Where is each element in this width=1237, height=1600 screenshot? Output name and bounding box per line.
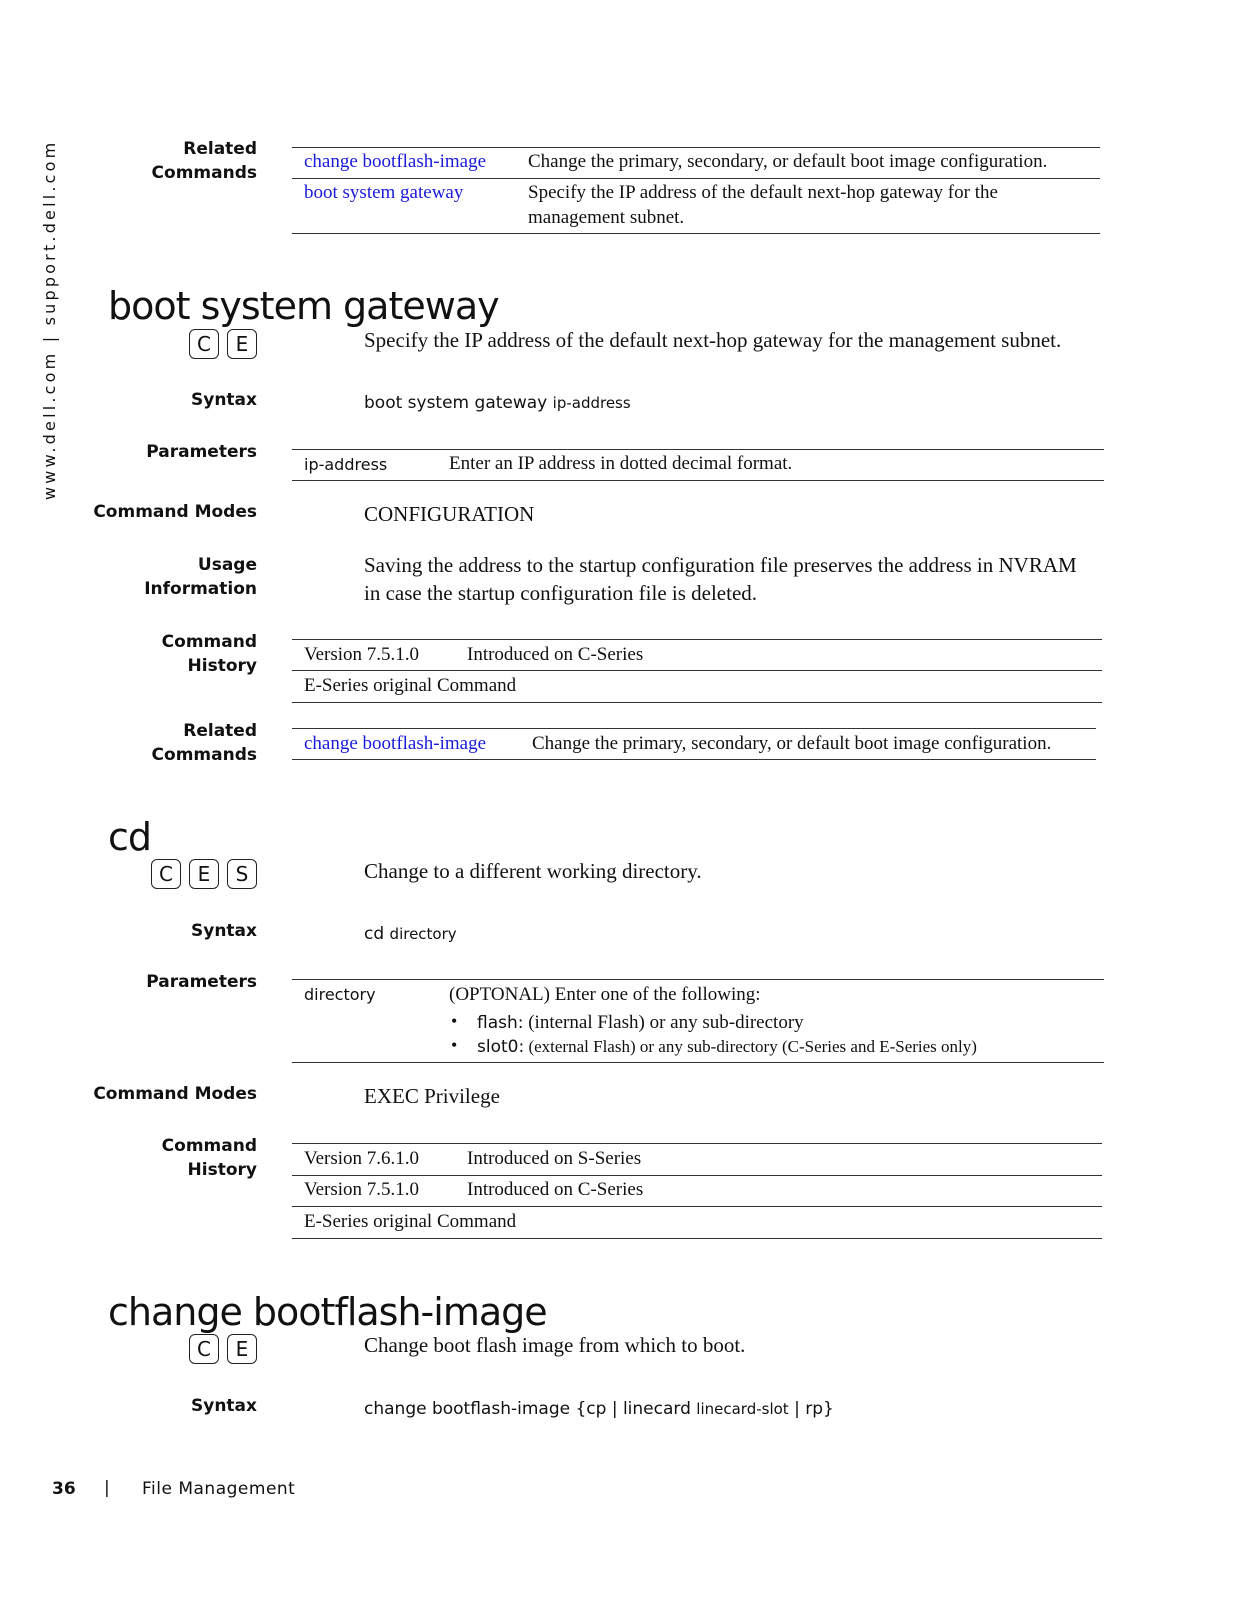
history-version: Version 7.5.1.0: [304, 1179, 420, 1200]
top-related-label: Related Commands: [151, 139, 257, 183]
command-modes-label: Command Modes: [93, 502, 257, 522]
page-number: 36: [52, 1479, 76, 1499]
table-rule: [292, 759, 1096, 760]
badge-e: E: [189, 859, 219, 889]
table-rule: [292, 1062, 1104, 1063]
parameters-label: Parameters: [146, 972, 257, 992]
syntax: cd directory: [364, 924, 457, 944]
command-modes: EXEC Privilege: [364, 1084, 500, 1108]
table-rule: [292, 1238, 1102, 1239]
history-version: E-Series original Command: [304, 1211, 517, 1232]
bullet-icon: •: [451, 1035, 458, 1055]
related-desc: Change the primary, secondary, or default boot image configuration.: [528, 151, 1048, 172]
table-rule: [292, 979, 1104, 980]
table-rule: [292, 728, 1096, 729]
table-rule: [292, 178, 1100, 179]
syntax: change bootflash-image {cp | linecard linecard-slot | rp}: [364, 1399, 834, 1419]
table-rule: [292, 233, 1100, 234]
history-version: E-Series original Command: [304, 675, 517, 696]
history-version: Version 7.5.1.0: [304, 644, 420, 665]
footer-separator: |: [104, 1478, 110, 1498]
bullet-icon: •: [451, 1011, 458, 1031]
sidebar-url: www.dell.com | support.dell.com: [40, 139, 59, 500]
history-desc: Introduced on S-Series: [467, 1148, 642, 1169]
table-rule: [292, 702, 1102, 703]
platform-badges: [151, 859, 257, 889]
section-description: Change boot flash image from which to boot.: [364, 1333, 746, 1357]
param-option: flash: (internal Flash) or any sub-directory: [477, 1012, 804, 1033]
link-change-bootflash-image[interactable]: change bootflash-image: [304, 733, 487, 754]
platform-badges: [189, 1334, 257, 1364]
history-version: Version 7.6.1.0: [304, 1148, 420, 1169]
history-label: Command History: [161, 1136, 257, 1180]
table-rule: [292, 1175, 1102, 1176]
section-title: change bootflash-image: [108, 1290, 547, 1334]
syntax-label: Syntax: [191, 1396, 257, 1416]
platform-badges: [189, 329, 257, 359]
table-rule: [292, 639, 1102, 640]
related-desc: Change the primary, secondary, or default boot image configuration.: [532, 733, 1052, 754]
section-description: Change to a different working directory.: [364, 859, 702, 883]
badge-c: C: [189, 329, 219, 359]
history-desc: Introduced on C-Series: [467, 1179, 644, 1200]
param-option: slot0: (external Flash) or any sub-directory (C-Series and E-Series only): [477, 1037, 977, 1057]
table-rule: [292, 480, 1104, 481]
history-desc: Introduced on C-Series: [467, 644, 644, 665]
history-label: Command History: [161, 632, 257, 676]
param-desc: (OPTONAL) Enter one of the following:: [449, 984, 761, 1005]
table-rule: [292, 670, 1102, 671]
command-modes-label: Command Modes: [93, 1084, 257, 1104]
usage-label: Usage Information: [144, 555, 257, 599]
related-label: Related Commands: [151, 721, 257, 765]
table-rule: [292, 147, 1100, 148]
section-title: boot system gateway: [108, 284, 499, 328]
link-boot-system-gateway[interactable]: boot system gateway: [304, 182, 464, 203]
param-desc: Enter an IP address in dotted decimal format.: [449, 453, 793, 474]
section-title: cd: [108, 815, 152, 859]
usage-information: Saving the address to the startup configuration file preserves the address in NVRAM in case the startup configuration file is deleted.: [364, 553, 1077, 605]
badge-e: E: [227, 1334, 257, 1364]
param-name: directory: [304, 985, 376, 1004]
section-description: Specify the IP address of the default next-hop gateway for the management subnet.: [364, 328, 1062, 352]
parameters-label: Parameters: [146, 442, 257, 462]
badge-e: E: [227, 329, 257, 359]
table-rule: [292, 449, 1104, 450]
syntax-label: Syntax: [191, 390, 257, 410]
footer-chapter: File Management: [142, 1479, 296, 1499]
syntax: boot system gateway ip-address: [364, 393, 631, 413]
link-change-bootflash-image[interactable]: change bootflash-image: [304, 151, 487, 172]
badge-c: C: [151, 859, 181, 889]
table-rule: [292, 1206, 1102, 1207]
badge-c: C: [189, 1334, 219, 1364]
related-desc: Specify the IP address of the default next-hop gateway for the management subnet.: [528, 182, 998, 228]
badge-s: S: [227, 859, 257, 889]
syntax-label: Syntax: [191, 921, 257, 941]
command-modes: CONFIGURATION: [364, 502, 535, 526]
table-rule: [292, 1143, 1102, 1144]
param-name: ip-address: [304, 455, 388, 474]
